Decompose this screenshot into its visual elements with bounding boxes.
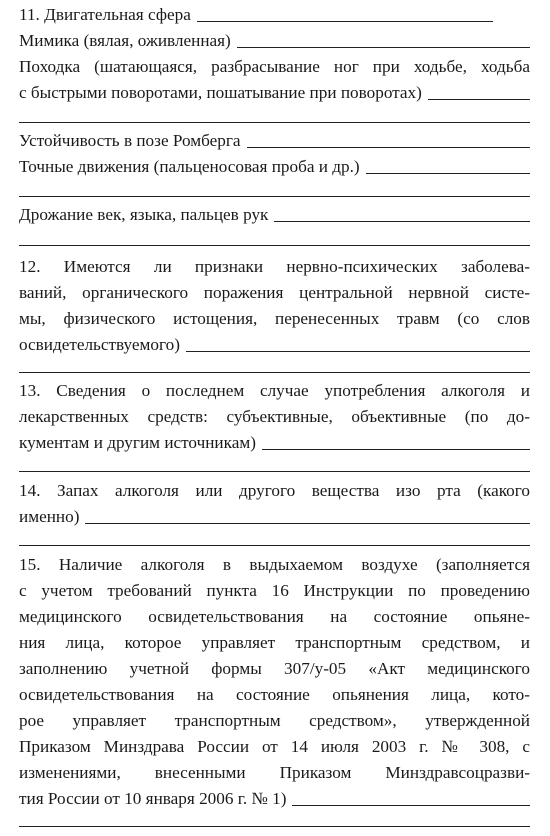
motor-sphere-row	[19, 2, 530, 28]
gait-label-1: Походка (шатающаяся, разбрасывание ног при ходьбе, ходьба	[19, 57, 530, 76]
s14-label-2: именно)	[19, 507, 80, 526]
s14-row-2	[19, 504, 530, 530]
s13-row-3	[19, 430, 530, 456]
s15-row-9	[19, 760, 530, 786]
precise-movements-row	[19, 154, 530, 180]
s15-row-10	[19, 786, 530, 812]
s15-label-3: медицинского освидетельствования на состояние опьяне-	[19, 607, 530, 626]
gait-field[interactable]	[428, 80, 530, 100]
s15-row-5	[19, 656, 530, 682]
s13-label-2: лекарственных средств: субъективные, объективные (по до-	[19, 407, 530, 426]
s15-field[interactable]	[292, 786, 530, 806]
s15-label-2: с учетом требований пункта 16 Инструкции по проведению	[19, 581, 530, 600]
s13-field[interactable]	[262, 430, 530, 450]
s13-row-2	[19, 404, 530, 430]
s13-row-1	[19, 378, 530, 404]
s13-label-1: 13. Сведения о последнем случае употребления алкоголя и	[19, 381, 530, 400]
mimic-label: Мимика (вялая, оживленная)	[19, 31, 231, 50]
romberg-label: Устойчивость в позе Ромберга	[19, 131, 241, 150]
blank-line[interactable]	[19, 471, 530, 472]
romberg-row	[19, 128, 530, 154]
s12-label-1: 12. Имеются ли признаки нервно-психических заболева-	[19, 257, 530, 276]
s14-row-1	[19, 478, 530, 504]
s12-row-4	[19, 332, 530, 358]
gait-row-2	[19, 80, 530, 106]
s15-label-10: тия России от 10 января 2006 г. № 1)	[19, 789, 287, 808]
s15-row-7	[19, 708, 530, 734]
blank-line[interactable]	[19, 826, 530, 827]
blank-line[interactable]	[19, 372, 530, 373]
gait-label-2: с быстрыми поворотами, пошатывание при поворотах)	[19, 83, 422, 102]
s12-label-3: мы, физического истощения, перенесенных травм (со слов	[19, 309, 530, 328]
s15-label-6: освидетельствования на состояние опьянения лица, кото-	[19, 685, 530, 704]
s13-label-3: кументам и другим источникам)	[19, 433, 256, 452]
s12-field[interactable]	[186, 332, 530, 352]
s15-row-8	[19, 734, 530, 760]
precise-movements-field[interactable]	[366, 154, 530, 174]
s15-label-4: ния лица, которое управляет транспортным средством, и	[19, 633, 530, 652]
blank-line[interactable]	[19, 196, 530, 197]
s12-label-4: освидетельствуемого)	[19, 335, 180, 354]
tremor-row	[19, 202, 530, 228]
s15-label-1: 15. Наличие алкоголя в выдыхаемом воздухе (заполняется	[19, 555, 530, 574]
tremor-field[interactable]	[274, 202, 530, 222]
blank-line[interactable]	[19, 245, 530, 246]
s15-row-1	[19, 552, 530, 578]
romberg-field[interactable]	[247, 128, 530, 148]
motor-sphere-label: 11. Двигательная сфера	[19, 5, 191, 24]
s12-row-1	[19, 254, 530, 280]
s15-label-9: изменениями, внесенными Приказом Минздравсоцразви-	[19, 763, 530, 782]
tremor-label: Дрожание век, языка, пальцев рук	[19, 205, 269, 224]
s15-label-7: рое управляет транспортным средством», утвержденной	[19, 711, 530, 730]
s15-row-3	[19, 604, 530, 630]
blank-line[interactable]	[19, 122, 530, 123]
s15-row-6	[19, 682, 530, 708]
motor-sphere-field[interactable]	[197, 2, 493, 22]
s14-label-1: 14. Запах алкоголя или другого вещества изо рта (какого	[19, 481, 530, 500]
mimic-field[interactable]	[237, 28, 530, 48]
s15-label-5: заполнению учетной формы 307/у-05 «Акт медицинского	[19, 659, 530, 678]
s15-row-4	[19, 630, 530, 656]
blank-line[interactable]	[19, 545, 530, 546]
mimic-row	[19, 28, 530, 54]
precise-movements-label: Точные движения (пальценосовая проба и др.)	[19, 157, 360, 176]
s12-label-2: ваний, органического поражения центральной нервной систе-	[19, 283, 530, 302]
gait-row-1	[19, 54, 530, 80]
s15-row-2	[19, 578, 530, 604]
s12-row-3	[19, 306, 530, 332]
s14-field[interactable]	[85, 504, 530, 524]
s12-row-2	[19, 280, 530, 306]
s15-label-8: Приказом Минздрава России от 14 июля 2003 г. № 308, с	[19, 737, 530, 756]
